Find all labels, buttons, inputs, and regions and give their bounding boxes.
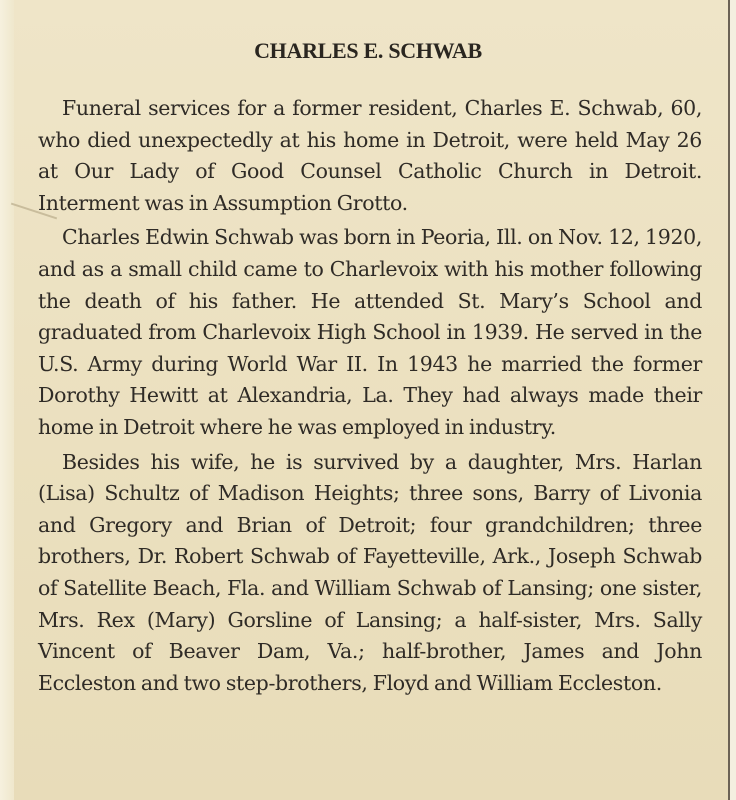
clipping-right-edge — [728, 0, 730, 800]
obituary-headline: CHARLES E. SCHWAB — [254, 38, 482, 63]
paragraph-funeral-services: Funeral services for a former resident, Charles E. Schwab, 60, who died unexpectedly at his home in Detroit, were held May 26 at Our Lady of Good Counsel Catholic Church in Detroit. Interment was in Assumption Grotto. — [38, 96, 702, 215]
paragraph-biography: Charles Edwin Schwab was born in Peoria, Ill. on Nov. 12, 1920, and as a small child came to Charlevoix with his mother following the death of his father. He attended St. Mary’s School and graduated from Charlevoix High School in 1939. He served in the U.S. Army during World War II. In 1943 he married the former Dorothy Hewitt at Alexandria, La. They had always made their home in Detroit where he was employed in industry. — [38, 225, 702, 439]
paragraph-survivors: Besides his wife, he is survived by a daughter, Mrs. Harlan (Lisa) Schultz of Madison Heights; three sons, Barry of Livonia and Gregory and Brian of Detroit; four grandchildren; three brothers, Dr. Robert Schwab of Fayetteville, Ark., Joseph Schwab of Satellite Beach, Fla. and William Schwab of Lansing; one sister, Mrs. Rex (Mary) Gorsline of Lansing; a half-sister, Mrs. Sally Vincent of Beaver Dam, Va.; half-brother, James and John Eccleston and two step-brothers, Floyd and William Eccleston. — [38, 449, 702, 695]
clipping-left-margin — [0, 0, 14, 800]
obituary-body — [38, 93, 702, 699]
clipping-right-margin — [730, 0, 736, 800]
